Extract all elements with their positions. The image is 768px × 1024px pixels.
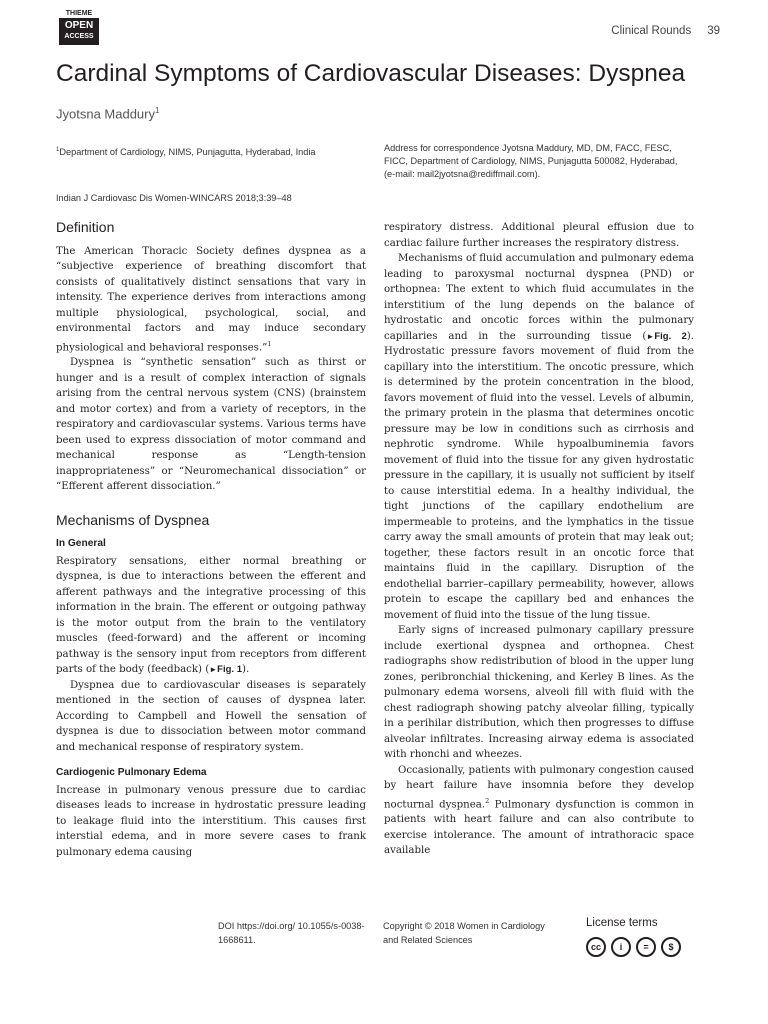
affiliation-text: Department of Cardiology, NIMS, Punjagutta, Hyderabad, India [59,147,316,158]
author-affiliation-marker: 1 [155,106,160,115]
affiliation [56,144,376,159]
journal-reference: Indian J Cardiovasc Dis Women-WINCARS 2018;3:39–48 [56,193,292,203]
paragraph-text: Respiratory sensations, either normal breathing or dyspnea, is due to interactions between the efferent and afferent pathways and the integrative processing of this information in the brain. The efferent or outgoing pathway is the motor output from the brain to the ventilatory muscles (feed-forward) and the afferent or incoming pathway is the sensory input from receptors from different parts of the body (feedback) ( [56,555,366,676]
section-name: Clinical Rounds [611,25,692,37]
paragraph-text: Pulmonary dysfunction is common in patients with heart failure and can also contribute to exercise intolerance. The amount of intrathoracic space available [384,798,694,857]
affiliation-marker: 1 [56,147,60,153]
heading-definition: Definition [56,219,115,235]
running-head [611,25,720,37]
reference-marker: 1 [267,339,272,348]
right-column [384,220,694,859]
license-terms-label[interactable]: License terms [586,917,658,929]
non-commercial-icon: $ [661,937,681,957]
cc-icon: cc [586,937,606,957]
figure-link-2[interactable] [646,331,686,342]
paragraph: respiratory distress. Additional pleural effusion due to cardiac failure further increases the respiratory distress. [384,222,694,249]
license-icons [586,937,681,957]
paragraph-text: Mechanisms of fluid accumulation and pulmonary edema leading to paroxysmal nocturnal dyspnea (PND) or orthopnea: The extent to which fluid accumulates in the interstitium of the lung depends on the balance of hydrostatic and oncotic forces within the pulmonary capillaries and in the surrounding tissue ( [384,253,694,342]
heading-mechanisms: Mechanisms of Dyspnea [56,511,210,528]
paragraph-text: Occasionally, patients with pulmonary congestion caused by heart failure have insomnia before they develop nocturnal dyspnea. [384,764,694,810]
article-title: Cardinal Symptoms of Cardiovascular Diseases: Dyspnea [56,60,686,87]
figure-link-label: Fig. 2 [654,330,687,342]
doi-link[interactable]: DOI https://doi.org/ 10.1055/s-0038-1668611. [218,921,365,945]
arrow-icon: ► [646,331,655,341]
subheading-edema: Cardiogenic Pulmonary Edema [56,767,207,779]
author-line [56,106,159,121]
figure-link-1[interactable] [209,664,242,675]
paragraph: Dyspnea is “synthetic sensation” such as thirst or hunger and is a result of complex interaction of signals arising from the central nervous system (CNS) (brainstem and motor cortex) and from a variety of receptors, in the respiratory and cardiovascular systems. Various terms have been used to express dissociation of motor command and mechanical response as “Length-tension inappropriateness” or “Neuromechanical dissociation” or “Efferent afferent dissociation.” [56,357,366,493]
thieme-open-access-logo [59,9,99,45]
arrow-icon: ► [209,665,218,675]
author-name: Jyotsna Maddury [56,106,155,122]
logo-line-3: ACCESS [64,33,94,40]
subheading-general: In General [56,538,106,550]
paragraph [384,763,694,859]
no-derivatives-icon: = [636,937,656,957]
left-column [56,220,366,860]
paragraph [384,251,694,623]
paragraph [56,554,366,678]
paragraph-text: ). [241,664,250,676]
paragraph: Early signs of increased pulmonary capillary pressure include exertional dyspnea and orthopnea. Chest radiographs show redistribution of blood in the upper lung zones, peribronchial thickening, and Kerley B lines. As the pulmonary edema worsens, alveoli fill with fluid with the chest radiograph showing patchy alveolar filling, typically in a perihilar distribution, which then progresses to diffuse alveolar infiltrates. Increasing airway edema is associated with rhonchi and wheezes. [384,625,694,760]
logo-line-1: THIEME [59,9,99,18]
correspondence-address: Address for correspondence Jyotsna Maddury, MD, DM, FACC, FESC, FICC, Department of Cardiology, NIMS, Punjagutta 500082, Hyderabad, (e-mail: mail2jyotsna@rediffmail.com). [384,143,678,179]
logo-line-2: OPEN [64,20,94,31]
paragraph [56,244,366,356]
paragraph-text: The American Thoracic Society defines dyspnea as a “subjective experience of breathing discomfort that consists of qualitatively distinct sensations that vary in intensity. The experience derives from interactions among multiple physiological, psychological, social, and environmental factors and may induce secondary physiological and behavioral responses.” [56,245,366,353]
reference-marker: 2 [485,796,490,805]
copyright: Copyright © 2018 Women in Cardiology and Related Sciences [383,921,545,945]
paragraph: Increase in pulmonary venous pressure due to cardiac diseases leads to increase in hydrostatic pressure leading to leakage fluid into the interstitium. This causes first interstial edema, and in more severe cases to frank pulmonary edema causing [56,784,366,858]
paragraph: Dyspnea due to cardiovascular diseases is separately mentioned in the section of causes of dyspnea later. According to Campbell and Howell the sensation of dyspnea is due to dissociation between motor command and mechanical response of respiratory system. [56,679,366,753]
attribution-icon: i [611,937,631,957]
figure-link-label: Fig. 1 [217,664,242,676]
page-number: 39 [707,25,720,37]
paragraph-text: ). Hydrostatic pressure favors movement of fluid from the capillary into the interstitium. The oncotic pressure, which is determined by the protein concentration in the blood, favors movement of fluid into the vessel. Levels of albumin, the primary protein in the plasma that determines oncotic pressure may be low in conditions such as cirrhosis and nephrotic syndrome. While hypoalbuminemia favors movement of fluid into the tissue for any given hydrostatic pressure in the capillary, it is usually not sufficient by itself to cause interstitial edema. In a healthy individual, the tight junctions of the capillary endothelium are impermeable to proteins, and the lymphatics in the tissue carry away the small amounts of protein that may leak out; together, these factors result in an oncotic force that maintains fluid in the capillary. Disruption of the endothelial barrier–capillary permeability, however, allows protein to escape the capillary bed and enhances the movement of fluid into the tissue of the lung tissue. [384,330,694,621]
